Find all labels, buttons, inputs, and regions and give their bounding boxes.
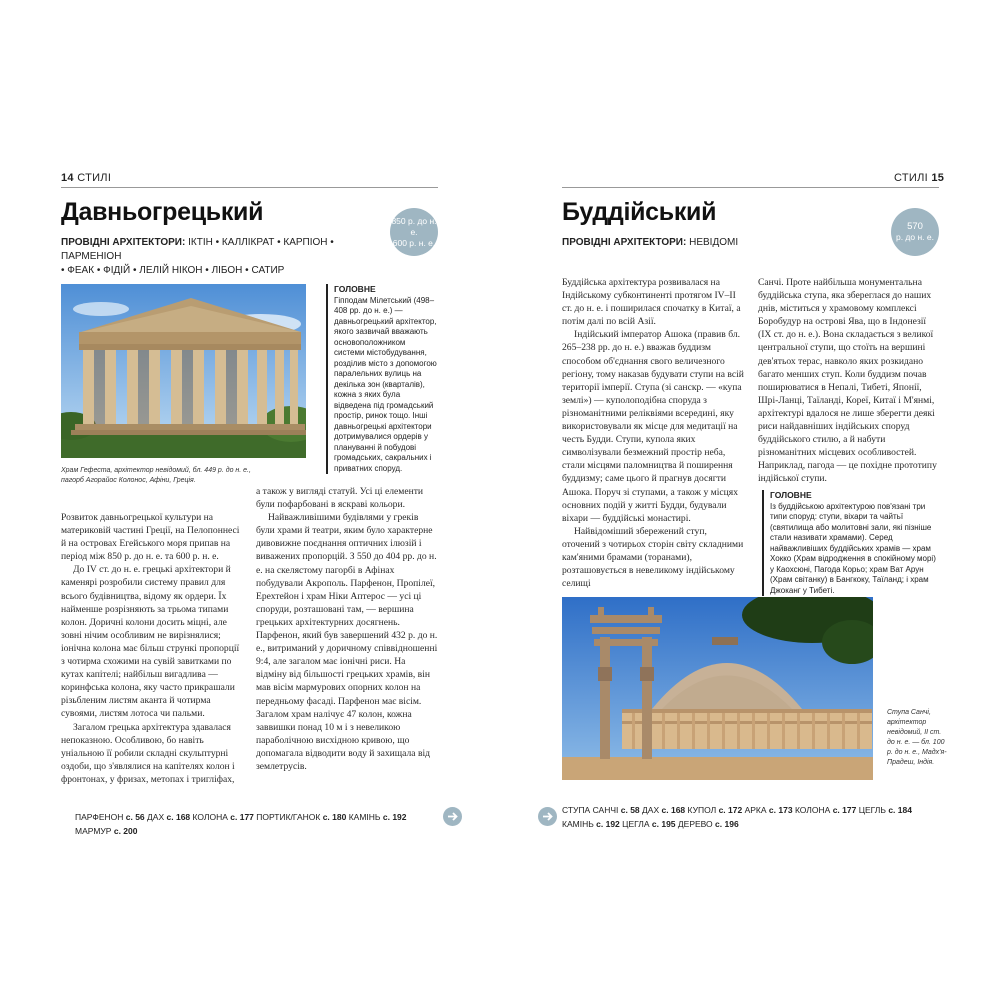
temple-hephaestus-photo (61, 284, 306, 458)
xref-item[interactable]: ДАХ с. 168 (147, 812, 191, 822)
paragraph: Індійський імператор Ашока (правив бл. 265–238 рр. до н. е.) вважав буддизм способом об'єднання свого величезного регіону, тому наказав будувати ступи на всій території імперії. Ступа (зі санскр. — «купа землі») — куполоподібна споруда з різноманітними реліквіями всередині, яку використовували як місце для медитації на честь Будди. Ступи, купола яких символізували безмежний простір неба, стали місцями паломництва й поширення буддизму; саме цього й прагнув досягти Ашока. Поруч зі ступами, а також у місцях основних подій у житті Будди, будували віхари — буддійські монастирі. (562, 329, 744, 524)
xref-item[interactable]: ЦЕГЛА с. 195 (622, 819, 676, 829)
section-name: СТИЛІ (77, 172, 112, 184)
architects-label: ПРОВІДНІ АРХІТЕКТОРИ: (61, 237, 186, 248)
xref-item[interactable]: ЦЕГЛЬ с. 184 (858, 805, 912, 815)
photo-caption: Ступа Санчі, архітектор невідомий, II ст. до н. е. — бл. 100 р. до н. е., Мадх'я-Прадеш, Індія. (887, 709, 947, 766)
key-facts-box (326, 284, 438, 474)
date-badge (891, 208, 939, 256)
stupa-illustration (562, 597, 873, 780)
leading-architects (61, 236, 371, 278)
paragraph: Найважливішими будівлями у греків були храми й театри, яким було характерне дивовижне поєднання оптичних ілюзій і виважених пропорцій. З 550 до 404 рр. до н. е. на скелястому пагорбі в Афінах побудували Акрополь. Парфенон, Пропілеї, Ерехтейон і храм Ніки Аптерос — усі ці споруди, розташовані там, — вершина грецьких архітектурних досягнень. Парфенон, який був завершений 432 р. до н. е., витриманий у доричному співвідношенні 9:4, але загалом має іонічні риси. На відміну від більшості грецьких храмів, він мав вісім мармурових опорних колон на передньому фасаді. Парфенон має вісім. Загалом храм налічує 47 колон, кожна заввишки понад 10 м і з невеликою параболічною висхідною кривою, що допомагала відводити воду й захищала від землетрусів. (256, 512, 438, 772)
page-number: 15 (931, 172, 945, 184)
paragraph: Розвиток давньогрецької культури на материковій частині Греції, на Пелопоннесі й на островах Егейського моря припав на період між 850 р. до н. е. та 600 р. н. е. (61, 512, 240, 563)
running-head-right (894, 172, 944, 184)
key-facts-text: Із буддійською архітектурою пов'язані три типи споруд: ступи, віхари та чайтьї (святилища або молитовні зали, які пізніше стали називати храмами). Серед найважливіших буддійських храмів — храм Хокко (Храм відродження в спокійному морі) у Каохсюні, Пагода Корьо; храм Ват Арун (Храм світанку) в Бангкоку, Таїланд; і храм Джоканг у Тибеті. (770, 501, 936, 595)
date-badge (390, 208, 438, 256)
xref-item[interactable]: ПАРФЕНОН с. 56 (75, 812, 145, 822)
xref-item[interactable]: КОЛОНА с. 177 (794, 805, 857, 815)
architects-list-2: • ФЕАК • ФІДІЙ • ЛЕЛІЙ НІКОН • ЛІБОН • САТИР (61, 265, 285, 276)
arrow-left-icon[interactable] (538, 807, 557, 826)
header-rule (562, 187, 939, 188)
header-rule (61, 187, 438, 188)
xref-item[interactable]: АРКА с. 173 (744, 805, 793, 815)
xref-item[interactable]: КАМІНЬ с. 192 (348, 812, 407, 822)
paragraph: Найвідоміший збережений ступ, оточений з чотирьох сторін світу складними кам'яними брамами (торанами), розташовується в невеликому індійському селищі (562, 525, 744, 590)
section-name: СТИЛІ (894, 172, 928, 184)
page-title: Давньогрецький (61, 198, 264, 226)
cross-references (75, 810, 440, 838)
xref-item[interactable]: ДЕРЕВО с. 196 (677, 819, 739, 829)
paragraph: а також у вигляді статуй. Усі ці елементи були пофарбовані в яскраві кольори. (256, 486, 424, 511)
xref-line-1 (562, 803, 942, 817)
key-facts-heading: ГОЛОВНЕ (334, 284, 376, 294)
body-column-2 (758, 276, 938, 486)
leading-architects (562, 236, 862, 250)
paragraph: Загалом грецька архітектура здавалася непоказною. Особливою, бо навіть уніальною її робили складні скульптурні оздоби, що з'являлися на капітелях колон і фронтонах, у фризах, метопах і тригліфах, (61, 721, 235, 785)
body-column-1 (562, 276, 744, 590)
right-page (500, 0, 1000, 1000)
xref-item[interactable]: КАМІНЬ с. 192 (562, 819, 620, 829)
key-facts-box (762, 490, 938, 596)
body-column-2 (256, 485, 438, 773)
xref-item[interactable]: МАРМУР с. 200 (75, 826, 138, 836)
key-facts-text: Гіпподам Мілетський (498–408 рр. до н. е.) — давньогрецький архітектор, якого зазвичай вважають основоположником системи містобудування, розділив місто з допомогою паралельних вулиць на декілька зон (кварталів), кожна з яких була відведена під громадський простір, ринок тощо. Інші давньогрецькі архітектори дотримувалися ордерів у плануванні й побудові громадських, сакральних і приватних споруд. (334, 295, 437, 473)
architects-label: ПРОВІДНІ АРХІТЕКТОРИ: (562, 237, 687, 248)
page-number: 14 (61, 172, 74, 184)
architects-list: НЕВІДОМІ (686, 237, 739, 248)
photo-caption: Храм Гефеста, архітектор невідомий, бл. 449 р. до н. е., пагорб Агорайос Колонос, Афіни, Греція. (61, 467, 251, 484)
body-column-1 (61, 511, 244, 786)
date-to: 600 р. н. е. (392, 237, 436, 248)
xref-line-2 (562, 817, 942, 831)
paragraph: Санчі. Проте найбільша монументальна буддійська ступа, яка збереглася до наших днів, міститься у храмовому комплексі Боробудур на острові Ява, що в Індонезії (IX ст. до н. е.). Вона складається з великої центральної ступи, що стоїть на вершині дев'ятьох терас, навколо яких розкидано багато менших ступ. Коли буддизм почав поширюватися в Непалі, Тибеті, Японії, Шрі-Ланці, Таїланді, Кореї, Китаї і М'янмі, архітектурі вдалося не лише зберегти деякі риси найдавніших індійських споруд буддійського стилю, а й набути різноманітних місцевих особливостей. Наприклад, пагода — це похідне прототипу індійської ступи. (758, 277, 937, 485)
running-head-left (61, 172, 111, 184)
cross-references (562, 803, 942, 831)
date-to: р. до н. е. (895, 232, 934, 242)
key-facts-heading: ГОЛОВНЕ (770, 490, 812, 500)
paragraph: Буддійська архітектура розвивалася на Індійському субконтиненті протягом IV–II ст. до н. е. і поширилася спочатку в Китаї, а потім далі по всій Азії. (562, 277, 741, 328)
paragraph: До IV ст. до н. е. грецькі архітектори й каменярі розробили систему правил для всього будівництва, відому як ордери. Їх найменше розрізняють за трьома типами колон. Доричні колони досить міцні, але зовні нічим особливим не вирізнялися; іонічна колона має більш стрункі пропорції з чотирма схожими на сувій завитками по кутах капітелі; найбільш вигадлива — коринфська колона, яку часто прикрашали різьбленим листям аканта й чотирма сувоями, листям лотоса чи пальми. (61, 564, 240, 720)
xref-item[interactable]: ПОРТИК/ГАНОК с. 180 (256, 812, 347, 822)
xref-item[interactable]: СТУПА САНЧІ с. 58 (562, 805, 640, 815)
xref-item[interactable]: КУПОЛ с. 172 (687, 805, 743, 815)
sanchi-stupa-photo (562, 597, 873, 780)
date-from: 570 (907, 221, 923, 232)
date-from: 850 р. до н. е. (391, 215, 437, 237)
greek-temple-illustration (61, 284, 306, 458)
xref-item[interactable]: ДАХ с. 168 (642, 805, 686, 815)
architects-list-1: ІКТІН • КАЛЛІКРАТ • КАРПІОН • ПАРМЕНІОН (61, 237, 334, 262)
arrow-right-icon[interactable] (443, 807, 462, 826)
xref-item[interactable]: КОЛОНА с. 177 (192, 812, 254, 822)
page-title: Буддійський (562, 198, 717, 226)
